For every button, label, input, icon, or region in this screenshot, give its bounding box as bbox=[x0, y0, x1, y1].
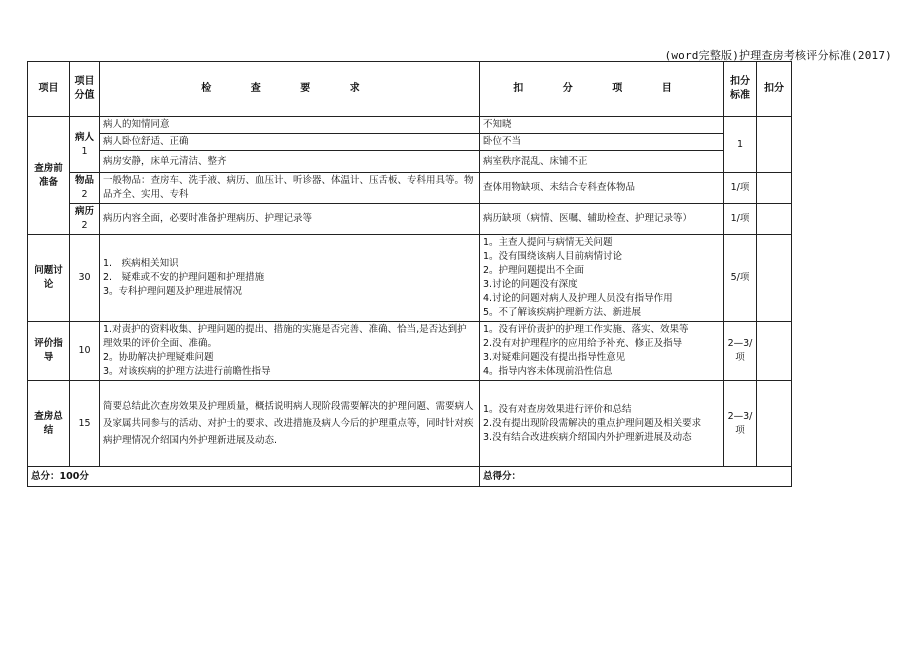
table-row bbox=[28, 117, 792, 134]
section-guidance-label: 评价指导 bbox=[28, 322, 70, 381]
table-row bbox=[28, 381, 792, 467]
list-item: 3.没有结合改进疾病介绍国内外护理新进展及动态 bbox=[483, 431, 692, 443]
goods-ded: 查体用物缺项、未结合专科查体物品 bbox=[480, 173, 724, 204]
goods-cell bbox=[70, 173, 100, 204]
col-score: 项目分值 bbox=[70, 62, 100, 117]
guidance-std: 2—3/项 bbox=[724, 322, 757, 381]
summary-ded bbox=[480, 381, 724, 467]
record-ded: 病历缺项（病情、医嘱、辅助检查、护理记录等） bbox=[480, 204, 724, 235]
summary-req: 简要总结此次查房效果及护理质量，概括说明病人现阶段需要解决的护理问题、需要病人及家属共同参与的活动、对护士的要求、改进措施及病人今后的护理重点等，同时针对疾病护理情况介绍国内外护理新进展及动态. bbox=[100, 381, 480, 467]
table-row bbox=[28, 322, 792, 381]
goods-score: 2 bbox=[81, 189, 88, 200]
discussion-deducted bbox=[757, 235, 792, 322]
list-item: 2.没有提出现阶段需解决的重点护理问题及相关要求 bbox=[483, 417, 702, 429]
record-score: 2 bbox=[81, 220, 88, 231]
table-row bbox=[28, 134, 792, 151]
patient-deducted bbox=[757, 117, 792, 173]
section-summary-label: 查房总结 bbox=[28, 381, 70, 467]
list-item: 4.讨论的问题对病人及护理人员没有指导作用 bbox=[483, 293, 673, 304]
record-label: 病历 bbox=[74, 206, 94, 217]
patient-label: 病人 bbox=[74, 131, 94, 143]
record-cell bbox=[70, 204, 100, 235]
patient-ded-1: 不知晓 bbox=[480, 117, 724, 134]
table-row bbox=[28, 235, 792, 322]
guidance-score: 10 bbox=[70, 322, 100, 381]
col-deduction-standard: 扣分标准 bbox=[724, 62, 757, 117]
summary-score: 15 bbox=[70, 381, 100, 467]
list-item: 3.对疑难问题没有提出指导性意见 bbox=[483, 352, 626, 363]
list-item: 1。主查人提问与病情无关问题 bbox=[483, 237, 613, 248]
summary-deducted bbox=[757, 381, 792, 467]
list-item: 2。协助解决护理疑难问题 bbox=[103, 352, 214, 363]
patient-req-3: 病房安静，床单元清洁、整齐 bbox=[100, 151, 480, 173]
list-item: 2.没有对护理程序的应用给予补充、修正及指导 bbox=[483, 338, 683, 349]
table-header-row bbox=[28, 62, 792, 117]
col-requirements: 检 查 要 求 bbox=[100, 62, 480, 117]
goods-deducted bbox=[757, 173, 792, 204]
patient-cell bbox=[70, 117, 100, 173]
discussion-req bbox=[100, 235, 480, 322]
obtained-score: 总得分： bbox=[480, 467, 792, 487]
section-discussion-label: 问题讨论 bbox=[28, 235, 70, 322]
table-row bbox=[28, 173, 792, 204]
table-footer-row bbox=[28, 467, 792, 487]
discussion-score: 30 bbox=[70, 235, 100, 322]
list-item: 1。没有评价责护的护理工作实施、落实、效果等 bbox=[483, 324, 689, 335]
col-deduction-items: 扣 分 项 目 bbox=[480, 62, 724, 117]
list-item: 5。不了解该疾病护理新方法、新进展 bbox=[483, 307, 642, 318]
record-deducted bbox=[757, 204, 792, 235]
goods-req: 一般物品：查房车、洗手液、病历、血压计、听诊器、体温计、压舌板、专科用具等。物品齐全、实用、专科 bbox=[100, 173, 480, 204]
summary-std: 2—3/项 bbox=[724, 381, 757, 467]
discussion-ded bbox=[480, 235, 724, 322]
col-deducted: 扣分 bbox=[757, 62, 792, 117]
record-std: 1/项 bbox=[724, 204, 757, 235]
list-item: 1. 疾病相关知识 bbox=[103, 258, 179, 269]
patient-ded-2: 卧位不当 bbox=[480, 134, 724, 151]
list-item: 3.讨论的问题没有深度 bbox=[483, 279, 578, 290]
list-item: 1。没有围绕该病人目前病情讨论 bbox=[483, 251, 623, 262]
col-item: 项目 bbox=[28, 62, 70, 117]
guidance-ded bbox=[480, 322, 724, 381]
evaluation-table bbox=[27, 61, 792, 487]
patient-ded-3: 病室秩序混乱、床铺不正 bbox=[480, 151, 724, 173]
goods-label: 物品 bbox=[74, 175, 94, 186]
table-row bbox=[28, 204, 792, 235]
list-item: 3。专科护理问题及护理进展情况 bbox=[103, 286, 243, 297]
table-row bbox=[28, 151, 792, 173]
patient-req-2: 病人卧位舒适、正确 bbox=[100, 134, 480, 151]
discussion-std: 5/项 bbox=[724, 235, 757, 322]
patient-req-1: 病人的知情同意 bbox=[100, 117, 480, 134]
guidance-req bbox=[100, 322, 480, 381]
total-score: 总分：100分 bbox=[28, 467, 480, 487]
document-title: (word完整版)护理查房考核评分标准(2017) bbox=[664, 49, 892, 62]
list-item: 2. 疑难或不安的护理问题和护理措施 bbox=[103, 272, 265, 283]
goods-std: 1/项 bbox=[724, 173, 757, 204]
list-item: 2。护理问题提出不全面 bbox=[483, 265, 585, 276]
patient-std: 1 bbox=[724, 117, 757, 173]
list-item: 3。对该疾病的护理方法进行前瞻性指导 bbox=[103, 366, 271, 377]
patient-score: 1 bbox=[81, 145, 88, 157]
list-item: 1。没有对查房效果进行评价和总结 bbox=[483, 403, 632, 415]
record-req: 病历内容全面，必要时准备护理病历、护理记录等 bbox=[100, 204, 480, 235]
list-item: 4。指导内容未体现前沿性信息 bbox=[483, 366, 613, 377]
guidance-deducted bbox=[757, 322, 792, 381]
list-item: 1.对责护的资料收集、护理问题的提出、措施的实施是否完善、准确、恰当,是否达到护理效果的评价全面、准确。 bbox=[103, 324, 467, 349]
section-prep-label: 查房前准备 bbox=[28, 117, 70, 235]
